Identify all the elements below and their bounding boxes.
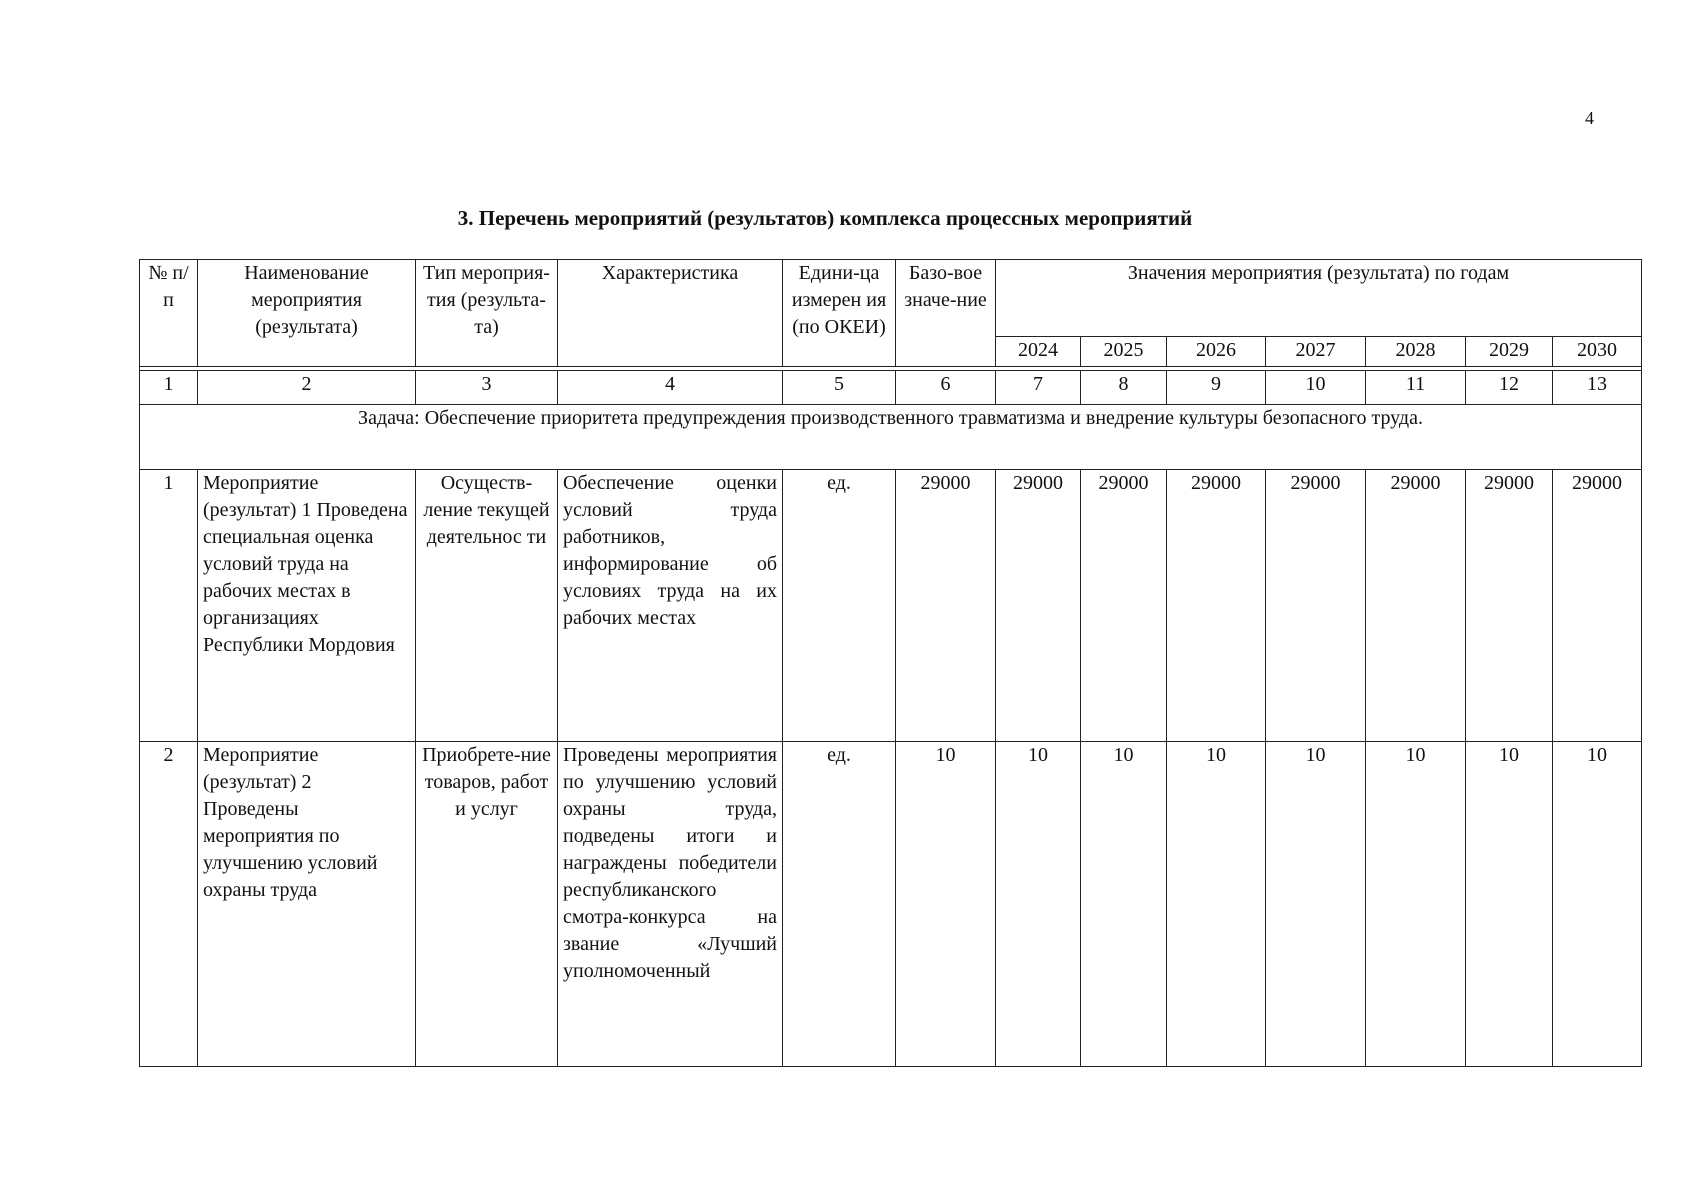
table-row bbox=[140, 742, 1642, 1067]
row-value: 10 bbox=[1266, 742, 1366, 1067]
column-number: 10 bbox=[1266, 371, 1366, 405]
row-value: 10 bbox=[996, 742, 1081, 1067]
row-value: 29000 bbox=[1167, 470, 1266, 742]
row-unit: ед. bbox=[783, 742, 896, 1067]
row-value: 29000 bbox=[1466, 470, 1553, 742]
task-row bbox=[140, 405, 1642, 470]
column-number: 7 bbox=[996, 371, 1081, 405]
column-number: 8 bbox=[1081, 371, 1167, 405]
row-type: Приобрете-ние товаров, работ и услуг bbox=[416, 742, 558, 1067]
header-year: 2026 bbox=[1167, 337, 1266, 367]
row-value: 29000 bbox=[1266, 470, 1366, 742]
header-year: 2030 bbox=[1553, 337, 1642, 367]
header-row bbox=[140, 260, 1642, 337]
column-number: 3 bbox=[416, 371, 558, 405]
row-value: 29000 bbox=[1366, 470, 1466, 742]
row-value: 10 bbox=[1366, 742, 1466, 1067]
column-number: 13 bbox=[1553, 371, 1642, 405]
row-value: 10 bbox=[1167, 742, 1266, 1067]
task-text: Задача: Обеспечение приоритета предупреждения производственного травматизма и внедрение культуры безопасного труда. bbox=[140, 405, 1642, 470]
row-value: 10 bbox=[1081, 742, 1167, 1067]
header-year: 2029 bbox=[1466, 337, 1553, 367]
header-base: Базо-вое значе-ние bbox=[896, 260, 996, 367]
column-number: 4 bbox=[558, 371, 783, 405]
row-value: 29000 bbox=[1081, 470, 1167, 742]
header-year: 2025 bbox=[1081, 337, 1167, 367]
row-value: 29000 bbox=[996, 470, 1081, 742]
column-number: 11 bbox=[1366, 371, 1466, 405]
table-row bbox=[140, 470, 1642, 742]
row-base: 10 bbox=[896, 742, 996, 1067]
header-unit: Едини-ца измерен ия (по ОКЕИ) bbox=[783, 260, 896, 367]
row-value: 10 bbox=[1466, 742, 1553, 1067]
row-name: Мероприятие (результат) 1 Проведена специальная оценка условий труда на рабочих местах в организациях Республики Мордовия bbox=[198, 470, 416, 742]
header-name: Наименование мероприятия (результата) bbox=[198, 260, 416, 367]
column-number: 9 bbox=[1167, 371, 1266, 405]
header-type: Тип мероприя-тия (результа-та) bbox=[416, 260, 558, 367]
row-value: 29000 bbox=[1553, 470, 1642, 742]
row-num: 2 bbox=[140, 742, 198, 1067]
row-value: 10 bbox=[1553, 742, 1642, 1067]
column-number: 12 bbox=[1466, 371, 1553, 405]
row-num: 1 bbox=[140, 470, 198, 742]
row-characteristic: Обеспечение оценки условий труда работников, информирование об условиях труда на их рабочих местах bbox=[558, 470, 783, 742]
row-name: Мероприятие (результат) 2 Проведены мероприятия по улучшению условий охраны труда bbox=[198, 742, 416, 1067]
column-number-row bbox=[140, 371, 1642, 405]
row-characteristic: Проведены мероприятия по улучшению условий охраны труда, подведены итоги и награждены победители республиканского смотра-конкурса на звание «Лучший уполномоченный bbox=[558, 742, 783, 1067]
column-number: 6 bbox=[896, 371, 996, 405]
row-type: Осуществ-ление текущей деятельнос ти bbox=[416, 470, 558, 742]
row-base: 29000 bbox=[896, 470, 996, 742]
header-year: 2024 bbox=[996, 337, 1081, 367]
column-number: 5 bbox=[783, 371, 896, 405]
page-number: 4 bbox=[1585, 108, 1594, 128]
header-year: 2027 bbox=[1266, 337, 1366, 367]
header-values-by-year: Значения мероприятия (результата) по годам bbox=[996, 260, 1642, 337]
header-year: 2028 bbox=[1366, 337, 1466, 367]
column-number: 1 bbox=[140, 371, 198, 405]
section-title: 3. Перечень мероприятий (результатов) комплекса процессных мероприятий bbox=[457, 206, 1193, 230]
header-characteristic: Характеристика bbox=[558, 260, 783, 367]
header-num: № п/п bbox=[140, 260, 198, 367]
column-number: 2 bbox=[198, 371, 416, 405]
row-unit: ед. bbox=[783, 470, 896, 742]
measures-table bbox=[139, 259, 1642, 1067]
